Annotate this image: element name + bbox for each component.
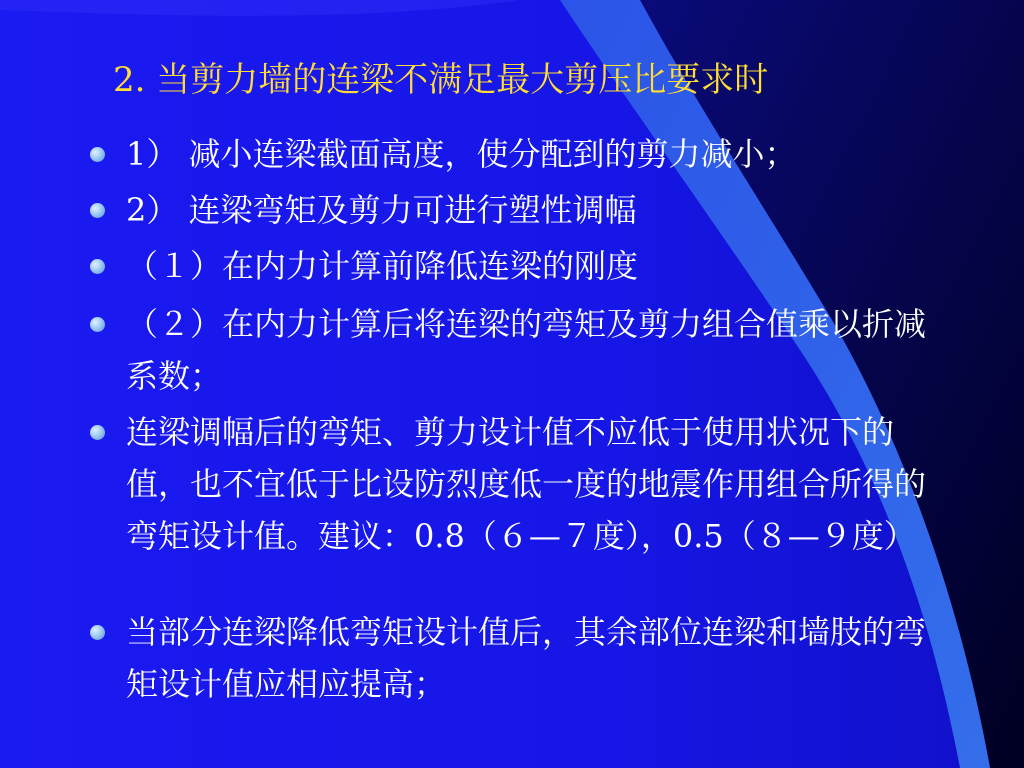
bullet-text: 连梁调幅后的弯矩、剪力设计值不应低于使用状况下的值，也不宜低于比设防烈度低一度的地震作用组合所得的弯矩设计值。建议：0.8（６—７度），0.5（８—９度） — [126, 413, 927, 555]
bullet-text: （２）在内力计算后将连梁的弯矩及剪力组合值乘以折减系数； — [126, 305, 927, 395]
bullet-item — [90, 184, 950, 236]
bullet-dot-icon — [90, 259, 105, 274]
bullet-dot-icon — [90, 203, 105, 218]
bullet-item — [90, 128, 950, 180]
bullet-item — [90, 240, 950, 292]
bullet-dot-icon — [90, 317, 105, 332]
bullet-item — [90, 406, 950, 562]
bullet-dot-icon — [90, 425, 105, 440]
bullet-dot-icon — [90, 625, 105, 640]
bullet-text: 当部分连梁降低弯矩设计值后，其余部位连梁和墙肢的弯矩设计值应相应提高； — [126, 613, 927, 703]
bullet-dot-icon — [90, 147, 105, 162]
bullet-text: 1） 减小连梁截面高度，使分配到的剪力减小； — [126, 135, 797, 173]
bullet-item — [90, 298, 950, 402]
bullet-text: 2） 连梁弯矩及剪力可进行塑性调幅 — [126, 191, 637, 229]
slide-title: 2. 当剪力墙的连梁不满足最大剪压比要求时 — [113, 60, 769, 100]
bullet-text: （１）在内力计算前降低连梁的刚度 — [126, 247, 639, 285]
bullet-item — [90, 606, 950, 710]
